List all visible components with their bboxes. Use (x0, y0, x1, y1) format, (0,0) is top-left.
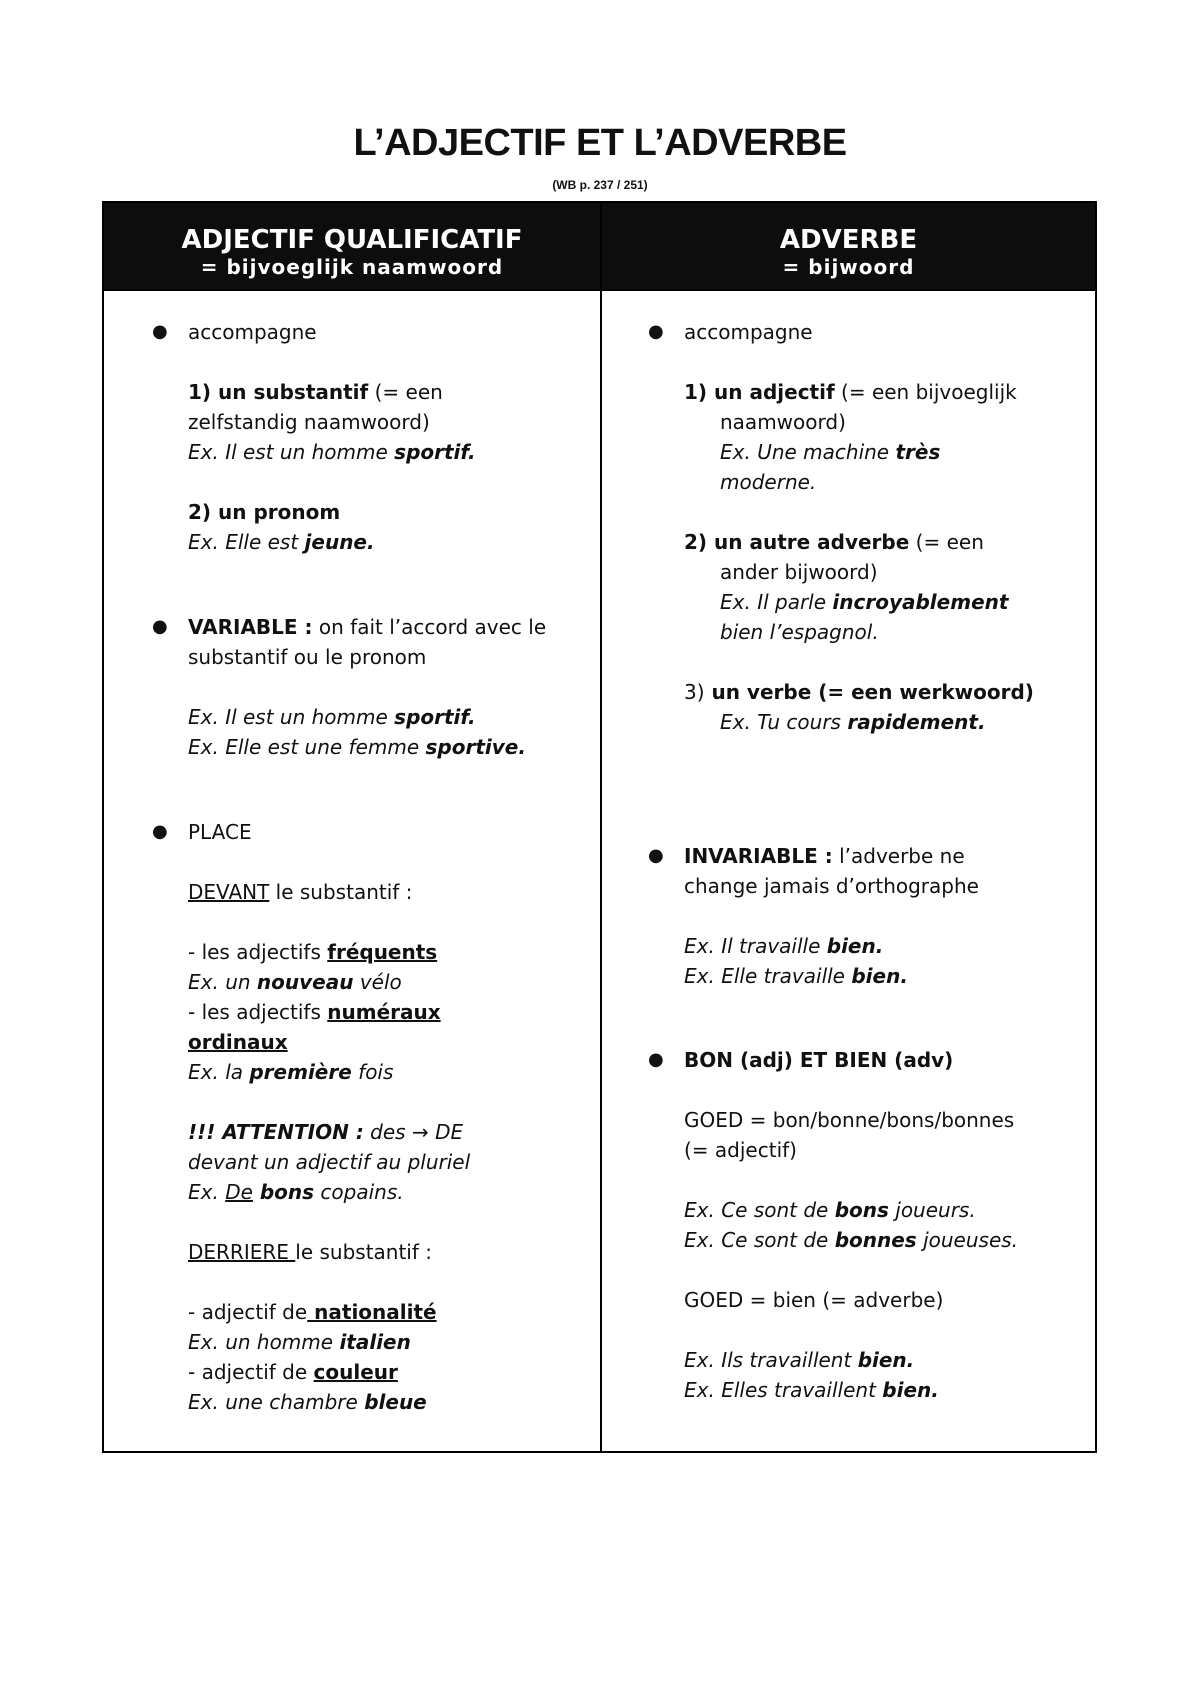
item-text: ordinaux (188, 1030, 288, 1054)
item-text: 2) un pronom (188, 500, 341, 524)
bullet-icon: ● (648, 321, 664, 342)
example-text: Ex. Elles travaillent bien. (684, 1378, 939, 1402)
adjectif-column (152, 317, 608, 1417)
item-text: zelfstandig naamwoord) (188, 410, 430, 434)
comparison-table (102, 201, 1097, 1453)
example-text: Ex. De bons copains. (188, 1180, 404, 1204)
example-text: Ex. Ils travaillent bien. (684, 1348, 915, 1372)
example-text: Ex. Elle est jeune. (188, 530, 375, 554)
attention-text: devant un adjectif au pluriel (188, 1150, 471, 1174)
example-text: Ex. la première fois (188, 1060, 394, 1084)
item-text: naamwoord) (720, 410, 846, 434)
example-text: Ex. Ce sont de bons joueurs. (684, 1198, 976, 1222)
example-text: Ex. Il est un homme sportif. (188, 440, 476, 464)
example-text: Ex. Ce sont de bonnes joueuses. (684, 1228, 1019, 1252)
header-adverbe (602, 203, 1095, 289)
bullet-icon: ● (152, 321, 168, 342)
example-text: Ex. Tu cours rapidement. (720, 710, 986, 734)
list-item: ● VARIABLE : on fait l’accord avec le (188, 612, 608, 642)
example-text: bien l’espagnol. (720, 620, 879, 644)
item-text: (= adjectif) (684, 1138, 797, 1162)
item-text: accompagne (188, 320, 317, 344)
header-adjectif (104, 203, 600, 289)
attention-text: !!! ATTENTION : des → DE (188, 1120, 464, 1144)
item-text: DERRIERE le substantif : (188, 1240, 433, 1264)
item-text: - adjectif de couleur (188, 1360, 398, 1384)
adverbe-column (648, 317, 1094, 1405)
list-item: ● BON (adj) ET BIEN (adv) (684, 1045, 1094, 1075)
example-text: Ex. un homme italien (188, 1330, 411, 1354)
example-text: Ex. Il est un homme sportif. (188, 705, 476, 729)
example-text: Ex. Elle travaille bien. (684, 964, 908, 988)
header-adverbe-title: ADVERBE (779, 225, 918, 255)
item-text: 2) un autre adverbe (= een (684, 530, 984, 554)
item-text: GOED = bien (= adverbe) (684, 1288, 944, 1312)
example-text: Ex. une chambre bleue (188, 1390, 427, 1414)
example-text: Ex. Une machine très (720, 440, 941, 464)
bullet-icon: ● (648, 1049, 664, 1070)
example-text: Ex. un nouveau vélo (188, 970, 402, 994)
header-adverbe-sub: = bijwoord (782, 255, 915, 279)
bullet-icon: ● (152, 616, 168, 637)
bullet-icon: ● (648, 845, 664, 866)
item-text: - adjectif de nationalité (188, 1300, 437, 1324)
list-item: ● INVARIABLE : l’adverbe ne (684, 841, 1094, 871)
page-title: L’ADJECTIF ET L’ADVERBE (353, 122, 847, 164)
list-item (152, 317, 608, 347)
example-text: Ex. Elle est une femme sportive. (188, 735, 526, 759)
example-text: Ex. Il parle incroyablement (720, 590, 1009, 614)
item-text: - les adjectifs numéraux (188, 1000, 441, 1024)
example-text: Ex. Il travaille bien. (684, 934, 884, 958)
item-text: - les adjectifs fréquents (188, 940, 438, 964)
list-item: ● PLACE (188, 817, 608, 847)
item-text: 3) un verbe (= een werkwoord) (684, 680, 1034, 704)
example-text: moderne. (720, 470, 817, 494)
item-text: 1) un substantif (= een (188, 380, 443, 404)
list-item: ● accompagne (684, 317, 1094, 347)
item-text: change jamais d’orthographe (684, 874, 979, 898)
item-text: ander bijwoord) (720, 560, 878, 584)
item-text: DEVANT le substantif : (188, 880, 413, 904)
item-text: substantif ou le pronom (188, 645, 427, 669)
bullet-icon: ● (152, 821, 168, 842)
item-text: GOED = bon/bonne/bons/bonnes (684, 1108, 1015, 1132)
header-adjectif-sub: = bijvoeglijk naamwoord (200, 255, 504, 279)
header-adjectif-title: ADJECTIF QUALIFICATIF (181, 225, 523, 255)
page-subtitle: (WB p. 237 / 251) (552, 178, 648, 192)
item-text: 1) un adjectif (= een bijvoeglijk (684, 380, 1017, 404)
